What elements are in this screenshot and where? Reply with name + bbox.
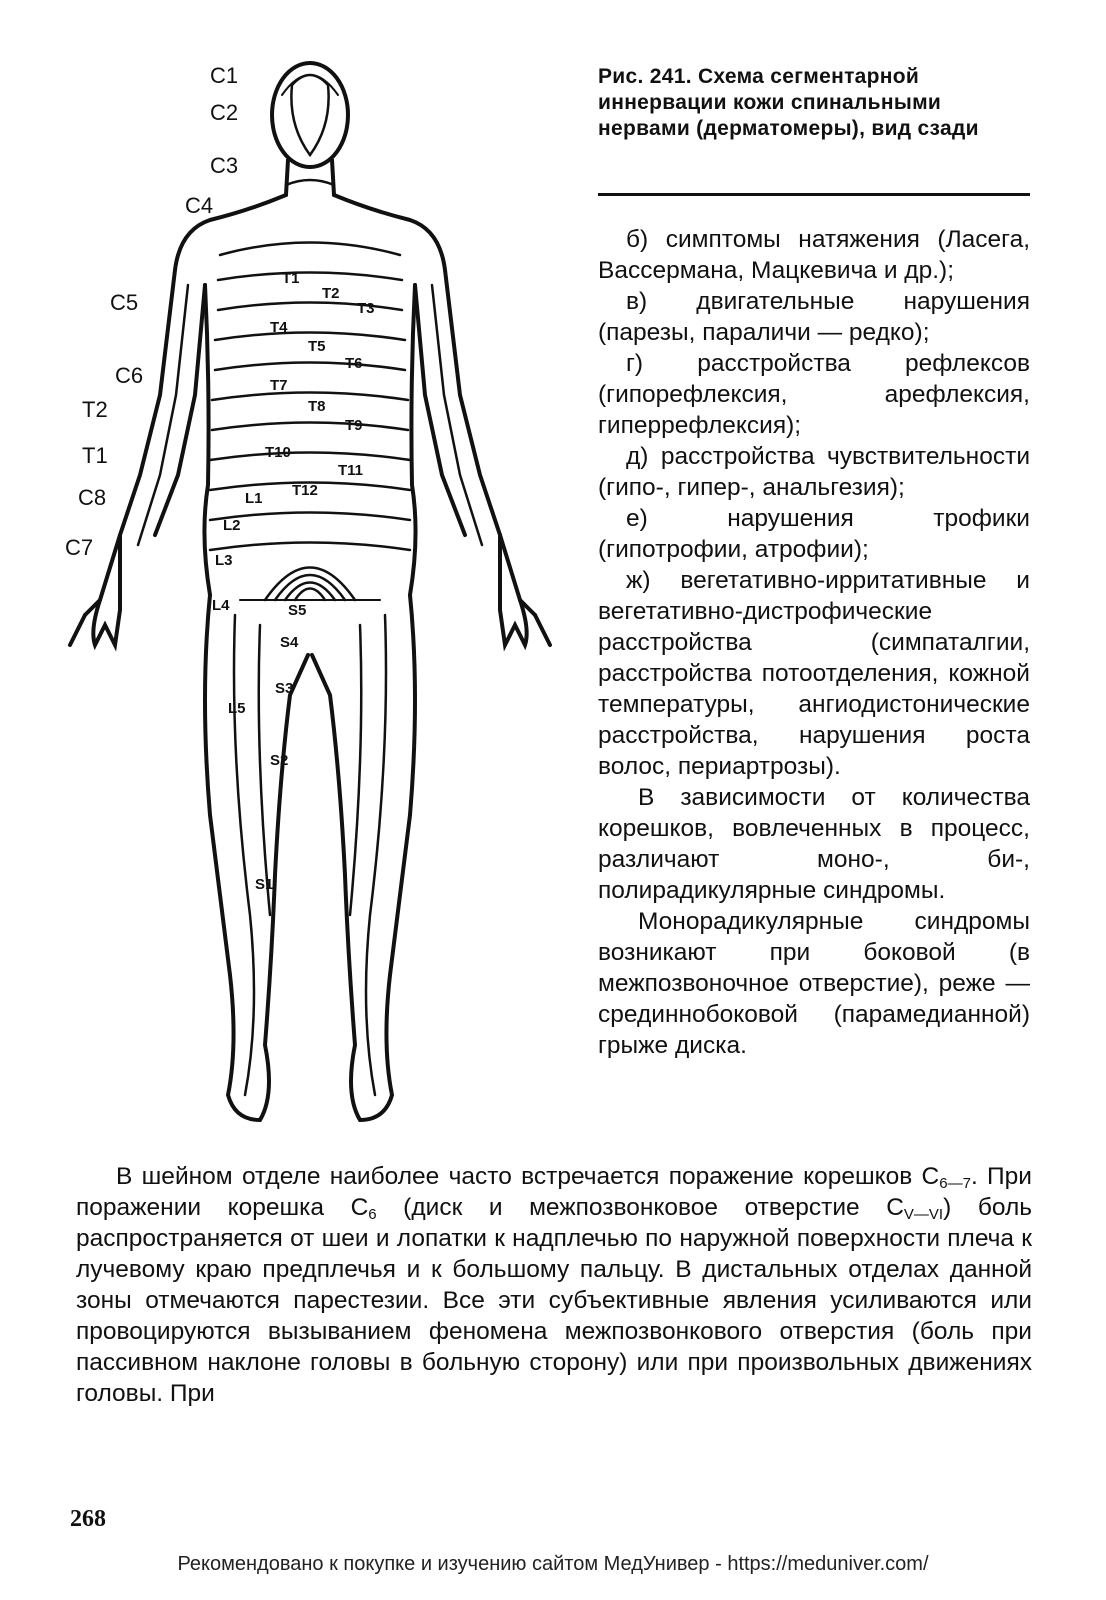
list-item: г) расстройства рефлексов (гипорефлексия, арефлексия, гиперрефлексия);	[598, 350, 1030, 439]
text-run: (диск и межпозвонковое отверстие С	[376, 1194, 904, 1221]
body-text	[76, 1161, 1032, 1409]
label-c4: C4	[185, 193, 214, 218]
dermatome-figure	[60, 55, 580, 1165]
label-t1: T1	[282, 270, 300, 287]
label-l5: L5	[228, 700, 246, 717]
text-run: . При поражении корешка С	[76, 1163, 1032, 1221]
label-t1-arm: T1	[82, 443, 108, 468]
page-number: 268	[70, 1506, 106, 1532]
label-s3: S3	[275, 680, 294, 697]
label-s4: S4	[280, 634, 299, 651]
label-t6: T6	[345, 355, 363, 372]
label-c5: C5	[110, 290, 139, 315]
dermatome-diagram	[60, 55, 580, 1165]
footer-watermark: Рекомендовано к покупке и изучению сайтом МедУнивер - https://meduniver.com/	[177, 1553, 929, 1575]
list-item: е) нарушения трофики (гипотрофии, атрофии);	[598, 505, 1030, 563]
label-c2: C2	[210, 100, 239, 125]
list-item: ж) вегетативно-ирритативные и вегетативно-дистрофические расстройства (симпаталгии, расстройства потоотделения, кожной температуры, ангиодистонические расстройства, нарушения роста волос, периартрозы).	[598, 567, 1030, 780]
label-c3: C3	[210, 153, 239, 178]
label-t8: T8	[308, 398, 326, 415]
label-c8: C8	[78, 485, 107, 510]
paragraph	[76, 1161, 1032, 1409]
label-t9: T9	[345, 417, 363, 434]
subscript: 6—7	[939, 1175, 971, 1192]
label-t4: T4	[270, 319, 288, 336]
label-t11: T11	[338, 462, 364, 479]
list-item: в) двигательные нарушения (парезы, параличи — редко);	[598, 288, 1030, 346]
paragraph: Монорадикулярные синдромы возникают при боковой (в межпозвоночное отверстие), реже — срединнобоковой (парамедианной) грыже диска.	[598, 908, 1030, 1059]
label-t12: T12	[292, 482, 318, 499]
list-item: б) симптомы натяжения (Ласега, Вассермана, Мацкевича и др.);	[598, 226, 1030, 284]
label-t3: T3	[357, 300, 375, 317]
label-s5: S5	[288, 602, 307, 619]
label-l3: L3	[215, 552, 233, 569]
label-c7: C7	[65, 535, 94, 560]
label-t2: T2	[322, 285, 340, 302]
label-t2-arm: T2	[82, 397, 108, 422]
label-l4: L4	[212, 597, 230, 614]
text-run: ) боль распространяется от шеи и лопатки к надплечью по наружной поверхности плеча к лучевому краю предплечья и к большому пальцу. В дистальных отделах данной зоны отмечаются парестезии. Все эти субъективные явления усиливаются или провоцируются вызыванием феномена межпозвонкового отверстия (боль при пассивном наклоне головы в больную сторону) или при произвольных движениях головы. При	[76, 1194, 1033, 1407]
label-t5: T5	[308, 338, 326, 355]
head-outline	[272, 63, 348, 167]
label-t10: T10	[265, 444, 291, 461]
list-item: д) расстройства чувствительности (гипо-, гипер-, анальгезия);	[598, 443, 1030, 501]
label-s2: S2	[270, 752, 289, 769]
text-run: В шейном отделе наиболее часто встречается поражение корешков С	[116, 1163, 940, 1190]
paragraph: В зависимости от количества корешков, вовлеченных в процесс, различают моно-, би-, полирадикулярные синдромы.	[598, 784, 1030, 904]
label-c1: C1	[210, 63, 239, 88]
label-s1: S1	[255, 876, 274, 893]
caption-divider	[598, 193, 1030, 196]
subscript: V—VI	[903, 1206, 944, 1223]
label-l2: L2	[223, 517, 241, 534]
label-c6: C6	[115, 363, 144, 388]
label-l1: L1	[245, 490, 263, 507]
label-t7: T7	[270, 377, 288, 394]
figure-caption: Рис. 241. Схема сегментарной иннервации кожи спинальными нервами (дерматомеры), вид сзади	[598, 65, 979, 140]
symptom-list	[598, 224, 1030, 1061]
subscript: 6	[368, 1206, 377, 1223]
